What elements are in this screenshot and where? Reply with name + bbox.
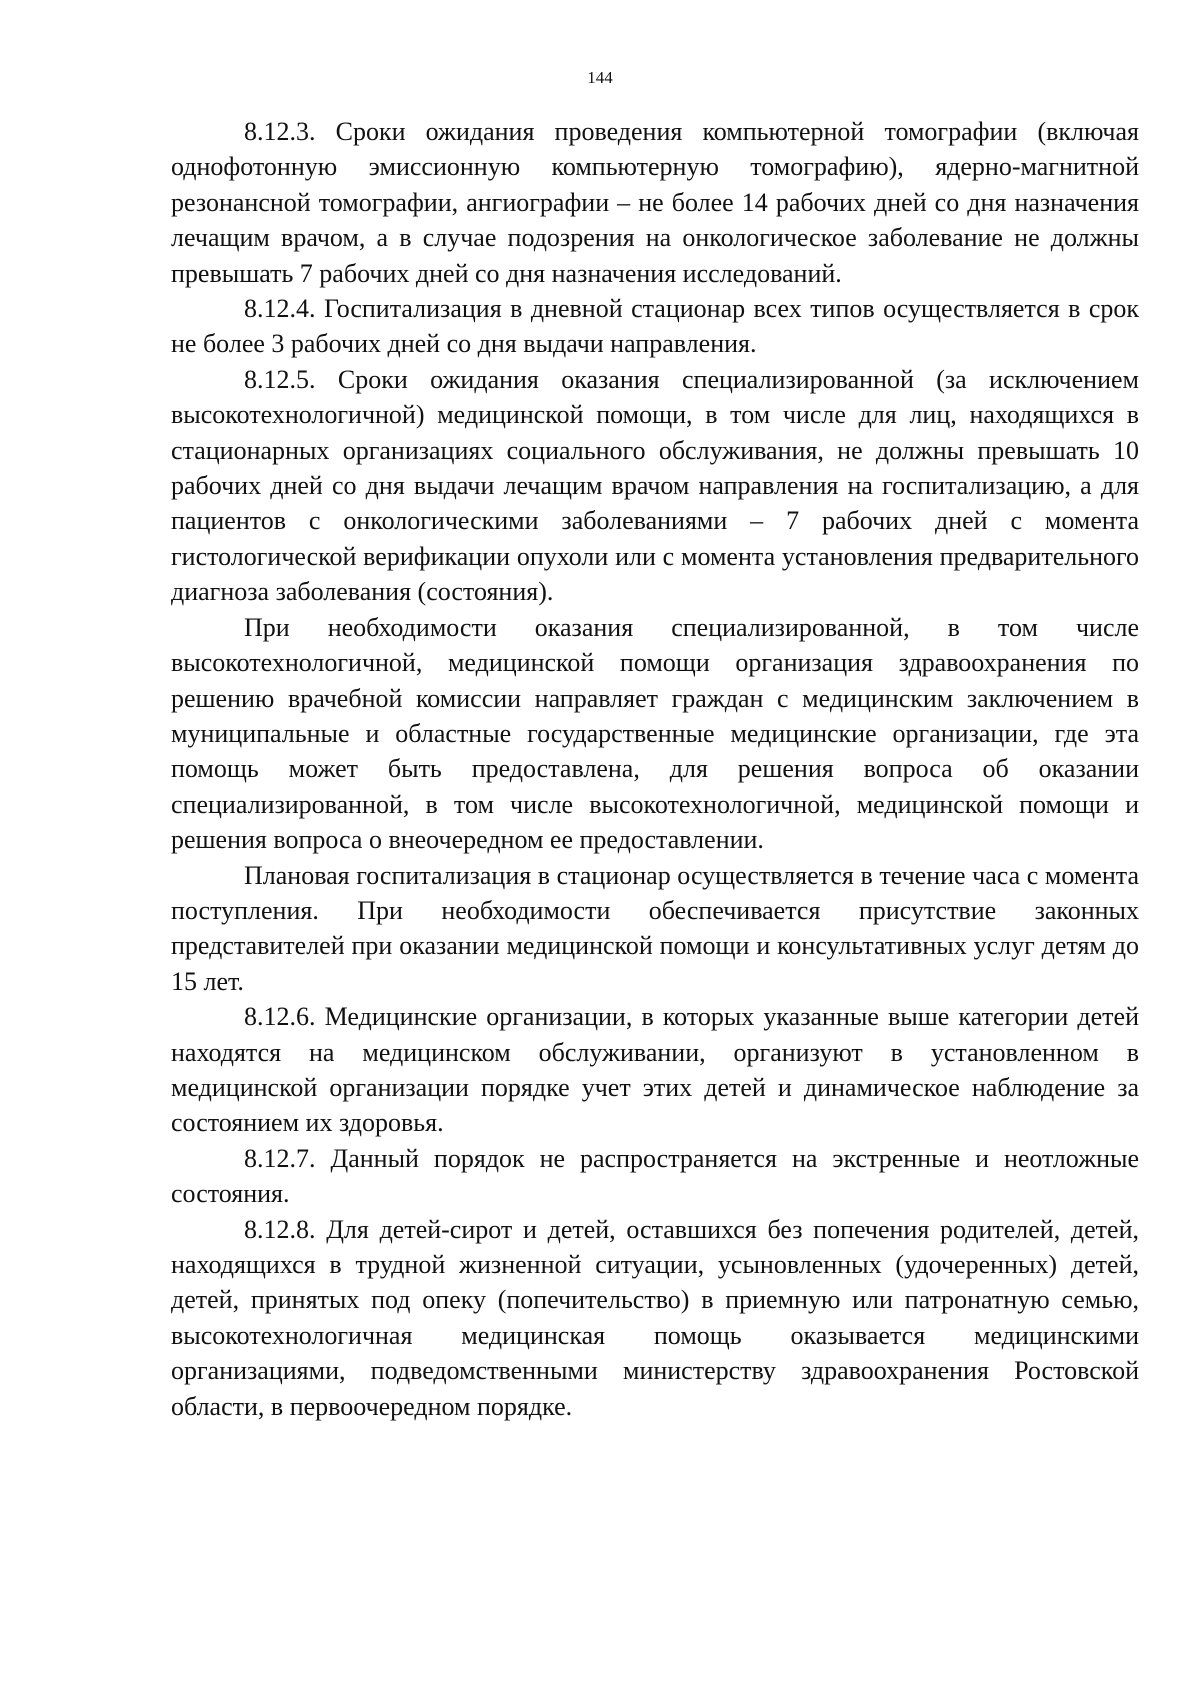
paragraph-8-12-4: 8.12.4. Госпитализация в дневной стационар всех типов осуществляется в срок не более 3 рабочих дней со дня выдачи направления. <box>171 294 1139 359</box>
paragraph-8-12-3: 8.12.3. Сроки ожидания проведения компьютерной томографии (включая однофотонную эмиссионную компьютерную томографию), ядерно-магнитной резонансной томографии, ангиографии – не более 14 рабочих дней со дня назначения лечащим врачом, а в случае подозрения на онкологическое заболевание не должны превышать 7 рабочих дней со дня назначения исследований. <box>171 117 1139 288</box>
paragraph-8-12-5: 8.12.5. Сроки ожидания оказания специализированной (за исключением высокотехнологичной) медицинской помощи, в том числе для лиц, находящихся в стационарных организациях социального обслуживания, не должны превышать 10 рабочих дней со дня выдачи лечащим врачом направления на госпитализацию, а для пациентов с онкологическими заболеваниями – 7 рабочих дней с момента гистологической верификации опухоли или с момента установления предварительного диагноза заболевания (состояния). <box>171 364 1139 607</box>
document-body <box>171 114 1139 1424</box>
paragraph-8-12-6: 8.12.6. Медицинские организации, в которых указанные выше категории детей находятся на медицинском обслуживании, организуют в установленном в медицинской организации порядке учет этих детей и динамическое наблюдение за состоянием их здоровья. <box>171 1002 1139 1138</box>
paragraph-planned-hospitalization: Плановая госпитализация в стационар осуществляется в течение часа с момента поступления. При необходимости обеспечивается присутствие законных представителей при оказании медицинской помощи и консультативных услуг детям до 15 лет. <box>171 860 1139 996</box>
page-number: 144 <box>587 68 613 87</box>
paragraph-8-12-8: 8.12.8. Для детей-сирот и детей, оставшихся без попечения родителей, детей, находящихся в трудной жизненной ситуации, усыновленных (удочеренных) детей, детей, принятых под опеку (попечительство) в приемную или патронатную семью, высокотехнологичная медицинская помощь оказывается медицинскими организациями, подведомственными министерству здравоохранения Ростовской области, в первоочередном порядке. <box>171 1214 1139 1421</box>
paragraph-8-12-7: 8.12.7. Данный порядок не распространяется на экстренные и неотложные состояния. <box>171 1143 1139 1209</box>
paragraph-specialized-care: При необходимости оказания специализированной, в том числе высокотехнологичной, медицинской помощи организация здравоохранения по решению врачебной комиссии направляет граждан с медицинским заключением в муниципальные и областные государственные медицинские организации, где эта помощь может быть предоставлена, для решения вопроса об оказании специализированной, в том числе высокотехнологичной, медицинской помощи и решения вопроса о внеочередном ее предоставлении. <box>171 612 1139 855</box>
